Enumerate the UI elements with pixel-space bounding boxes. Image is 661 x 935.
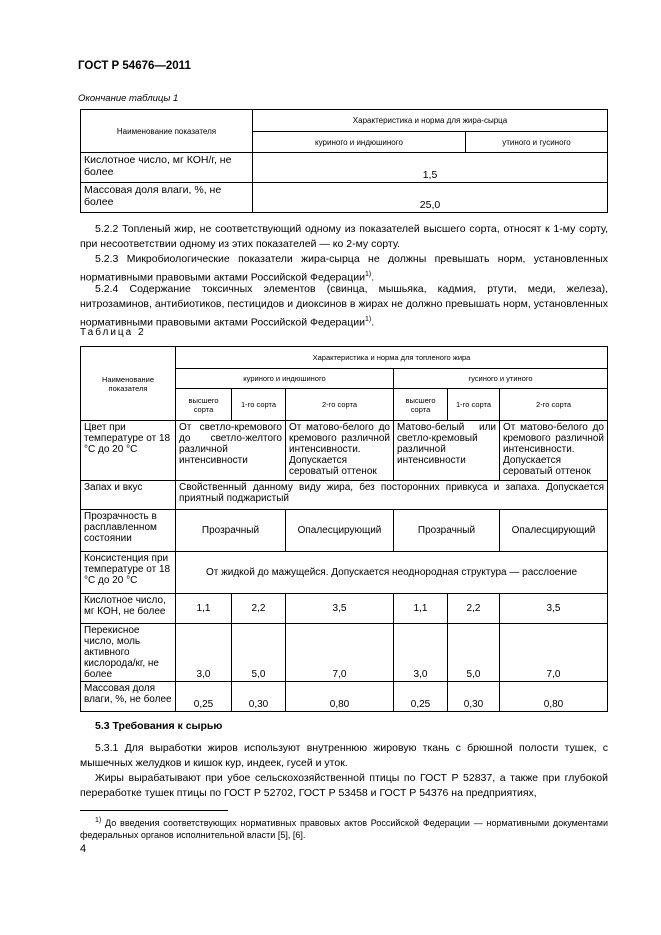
consistency-row-name: Консистенция при температуре от 18 °С до 20 °С xyxy=(81,552,176,594)
page-number: 4 xyxy=(80,843,87,855)
table2-caption: Таблица 2 xyxy=(80,327,146,338)
table2-subheader: гусиного и утиного xyxy=(394,369,608,389)
table1-caption: Окончание таблицы 1 xyxy=(78,93,179,104)
clarity-cell: Прозрачный xyxy=(394,510,500,552)
peroxide-cell: 7,0 xyxy=(286,624,394,682)
moisture-cell: 0,80 xyxy=(286,682,394,712)
paragraph-5-2-4: 5.2.4 Содержание токсичных элементов (свинца, мышьяка, кадмия, ртути, меди, железа), нитрозаминов, антибиотиков, пестицидов и диоксинов в жирах не должно превышать норм, установленных нормативными правовыми актами Российской Федерации$^{1)}$. xyxy=(80,283,608,329)
table-row xyxy=(81,624,608,682)
table1-row-value: 1,5 xyxy=(253,153,608,183)
paragraph-5-2-3: 5.2.3 Микробиологические показатели жира-сырца не должны превышать норм, установленных нормативными правовыми актами Российской Федерации$^{1)}$. xyxy=(80,253,608,284)
table-row xyxy=(81,421,608,481)
moisture-row-name: Массовая доля влаги, %, не более xyxy=(81,682,176,712)
table-row xyxy=(81,594,608,624)
clarity-cell: Опалесцирующий xyxy=(500,510,608,552)
color-row-name: Цвет при температуре от 18 °С до 20 °С xyxy=(81,421,176,481)
peroxide-cell: 7,0 xyxy=(500,624,608,682)
paragraph-5-3-1: 5.3.1 Для выработки жиров используют внутреннюю жировую ткань с брюшной полости тушек, с мышечных желудков и кишок кур, индеек, гусей и уток. xyxy=(80,742,608,769)
table2 xyxy=(80,346,608,712)
color-cell: От матово-белого до кремового различной интенсивности. Допускается сероватый оттенок xyxy=(500,421,608,481)
grade-header: 2-го сорта xyxy=(500,389,608,421)
footnote xyxy=(80,815,608,841)
peroxide-row-name: Перекисное число, моль активного кислорода/кг, не более xyxy=(81,624,176,682)
table-row xyxy=(81,552,608,594)
acid-cell: 3,5 xyxy=(500,594,608,624)
color-cell: От матово-белого до кремового различной интенсивности. Допускается сероватый оттенок xyxy=(286,421,394,481)
grade-header: 2-го сорта xyxy=(286,389,394,421)
clarity-row-name: Прозрачность в расплавленном состоянии xyxy=(81,510,176,552)
moisture-cell: 0,25 xyxy=(176,682,232,712)
peroxide-cell: 5,0 xyxy=(448,624,500,682)
footnote-divider xyxy=(80,810,228,811)
table1 xyxy=(80,109,608,213)
moisture-cell: 0,25 xyxy=(394,682,448,712)
table2-group-header: Характеристика и норма для топленого жира xyxy=(176,347,608,369)
acid-row-name: Кислотное число, мг КОН, не более xyxy=(81,594,176,624)
peroxide-cell: 3,0 xyxy=(176,624,232,682)
moisture-cell: 0,30 xyxy=(448,682,500,712)
table2-col-name: Наименование показателя xyxy=(81,347,176,421)
acid-cell: 2,2 xyxy=(448,594,500,624)
section-5-3-title: 5.3 Требования к сырью xyxy=(95,720,223,732)
acid-cell: 1,1 xyxy=(394,594,448,624)
grade-header: 1-го сорта xyxy=(232,389,286,421)
document-header: ГОСТ Р 54676—2011 xyxy=(78,60,191,72)
table1-subheader: утиного и гусиного xyxy=(466,132,608,153)
table1-row-name: Массовая доля влаги, %, не более xyxy=(81,183,253,213)
paragraph-5-3-2: Жиры вырабатывают при убое сельскохозяйственной птицы по ГОСТ Р 52837, а также при глубокой переработке тушек птицы по ГОСТ Р 52702, ГОСТ Р 53458 и ГОСТ Р 54376 на предприятиях, xyxy=(80,772,608,799)
moisture-cell: 0,80 xyxy=(500,682,608,712)
table-row xyxy=(81,481,608,510)
consistency-cell: От жидкой до мажущейся. Допускается неоднородная структура — расслоение xyxy=(176,552,608,594)
table1-group-header: Характеристика и норма для жира-сырца xyxy=(253,110,608,132)
smell-cell: Свойственный данному виду жира, без посторонних привкуса и запаха. Допускается приятный поджаристый xyxy=(176,481,608,510)
acid-cell: 1,1 xyxy=(176,594,232,624)
peroxide-cell: 3,0 xyxy=(394,624,448,682)
color-cell: Матово-белый или светло-кремовый различной интенсивности xyxy=(394,421,500,481)
paragraph-5-2-2: 5.2.2 Топленый жир, не соответствующий одному из показателей высшего сорта, относят к 1-му сорту, при несоответствии одному из этих показателей — ко 2-му сорту. xyxy=(80,223,608,250)
table-row xyxy=(81,183,608,213)
table1-row-value: 25,0 xyxy=(253,183,608,213)
moisture-cell: 0,30 xyxy=(232,682,286,712)
table1-col-name: Наименование показателя xyxy=(81,110,253,153)
footnote-mark: 1) xyxy=(95,817,102,824)
table2-subheader: куриного и индюшиного xyxy=(176,369,394,389)
table1-row-name: Кислотное число, мг КОН/г, не более xyxy=(81,153,253,183)
peroxide-cell: 5,0 xyxy=(232,624,286,682)
clarity-cell: Прозрачный xyxy=(176,510,286,552)
table-row xyxy=(81,682,608,712)
grade-header: 1-го сорта xyxy=(448,389,500,421)
acid-cell: 2,2 xyxy=(232,594,286,624)
grade-header: высшего сорта xyxy=(394,389,448,421)
acid-cell: 3,5 xyxy=(286,594,394,624)
grade-header: высшего сорта xyxy=(176,389,232,421)
color-cell: От светло-кремового до светло-желтого различной интенсивности xyxy=(176,421,286,481)
footnote-text: До введения соответствующих нормативных правовых актов Российской Федерации — нормативными документами федеральных органов исполнительной власти [5], [6]. xyxy=(80,818,608,840)
smell-row-name: Запах и вкус xyxy=(81,481,176,510)
table1-subheader: куриного и индюшиного xyxy=(253,132,466,153)
clarity-cell: Опалесцирующий xyxy=(286,510,394,552)
table-row xyxy=(81,510,608,552)
table-row xyxy=(81,153,608,183)
